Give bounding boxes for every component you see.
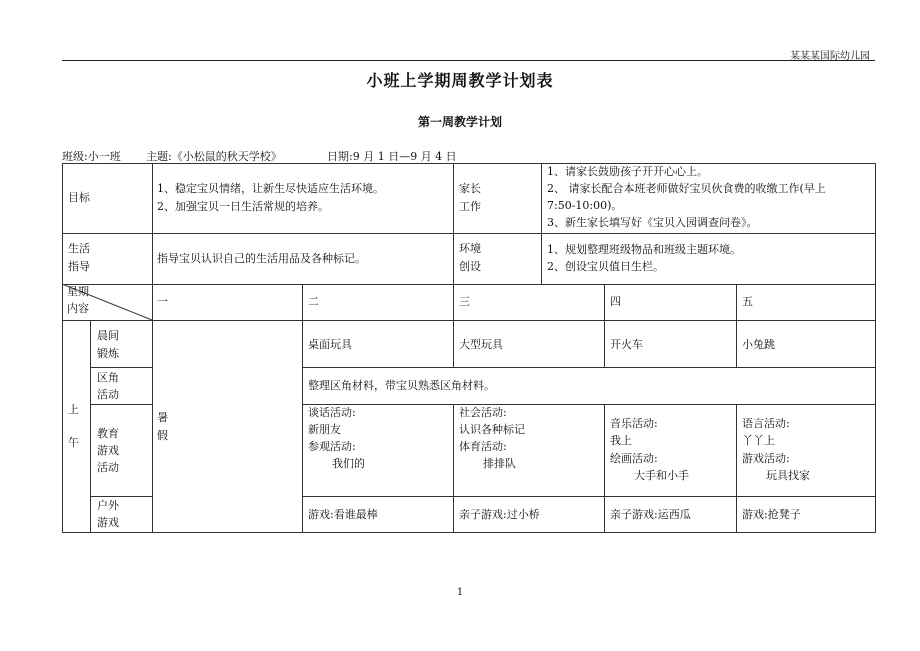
env-label-2: 创设 bbox=[459, 260, 481, 273]
teaching-wed-2: 认识各种标记 bbox=[459, 423, 525, 436]
outdoor-thu: 亲子游戏:运西瓜 bbox=[610, 508, 691, 521]
day-header-mon: 一 bbox=[157, 295, 168, 308]
teaching-wed-4: 排排队 bbox=[483, 457, 516, 470]
parents-line-2: 2、 请家长配合本班老师做好宝贝伙食费的收缴工作(早上 bbox=[547, 182, 826, 195]
teaching-tue-3: 参观活动: bbox=[308, 440, 356, 453]
teaching-fri-1: 语言活动: bbox=[742, 417, 790, 430]
page-subtitle: 第一周教学计划 bbox=[417, 115, 502, 129]
outdoor-tue: 游戏:看谁最棒 bbox=[308, 508, 378, 521]
row-area-label-2: 活动 bbox=[97, 388, 119, 401]
row-morning-label-2: 锻炼 bbox=[97, 347, 119, 360]
meta-theme: 主题:《小松鼠的秋天学校》 bbox=[146, 150, 282, 163]
session-label-1: 上 bbox=[68, 403, 79, 416]
teaching-thu-1: 音乐活动: bbox=[610, 417, 658, 430]
teaching-fri-3: 游戏活动: bbox=[742, 452, 790, 465]
day-header-wed: 三 bbox=[459, 295, 470, 308]
monday-holiday-1: 暑 bbox=[157, 411, 168, 424]
teaching-thu-2: 我上 bbox=[610, 434, 632, 447]
parents-line-4: 3、新生家长填写好《宝贝入园调查问卷》。 bbox=[547, 216, 758, 229]
parents-line-1: 1、请家长鼓励孩子开开心心上。 bbox=[547, 165, 708, 178]
env-line-2: 2、创设宝贝值日生栏。 bbox=[547, 260, 664, 273]
parents-line-3: 7:50-10:00)。 bbox=[547, 199, 623, 212]
header-rule bbox=[62, 60, 875, 61]
outdoor-fri: 游戏:抢凳子 bbox=[742, 508, 801, 521]
meta-date: 日期:9 月 1 日—9 月 4 日 bbox=[327, 150, 457, 163]
life-text: 指导宝贝认识自己的生活用品及各种标记。 bbox=[157, 252, 366, 265]
day-header-tue: 二 bbox=[308, 295, 319, 308]
header-org-name: 某某某国际幼儿园 bbox=[790, 51, 870, 62]
parents-label-2: 工作 bbox=[459, 200, 481, 213]
morning-fri: 小兔跳 bbox=[742, 338, 775, 351]
teaching-fri-4: 玩具找家 bbox=[766, 469, 810, 482]
area-text: 整理区角材料，带宝贝熟悉区角材料。 bbox=[308, 379, 495, 392]
teaching-thu-3: 绘画活动: bbox=[610, 452, 658, 465]
meta-class: 班级:小一班 bbox=[62, 150, 121, 163]
env-label-1: 环境 bbox=[459, 242, 481, 255]
life-label-2: 指导 bbox=[68, 260, 90, 273]
page-number: 1 bbox=[456, 587, 464, 598]
corner-weekday-label: 星期 bbox=[67, 285, 89, 298]
env-line-1: 1、规划整理班级物品和班级主题环境。 bbox=[547, 243, 741, 256]
morning-wed: 大型玩具 bbox=[459, 338, 503, 351]
page-title: 小班上学期周教学计划表 bbox=[366, 71, 554, 90]
teaching-thu-4: 大手和小手 bbox=[634, 469, 689, 482]
teaching-tue-2: 新朋友 bbox=[308, 423, 341, 436]
teaching-wed-1: 社会活动: bbox=[459, 406, 507, 419]
day-header-fri: 五 bbox=[742, 295, 753, 308]
teaching-tue-1: 谈话活动: bbox=[308, 406, 356, 419]
row-teaching-label-3: 活动 bbox=[97, 461, 119, 474]
teaching-wed-3: 体育活动: bbox=[459, 440, 507, 453]
row-morning-label-1: 晨间 bbox=[97, 329, 119, 342]
morning-thu: 开火车 bbox=[610, 338, 643, 351]
corner-content-label: 内容 bbox=[67, 302, 89, 315]
life-label-1: 生活 bbox=[68, 242, 90, 255]
teaching-fri-2: 丫丫上 bbox=[742, 434, 775, 447]
row-area-label-1: 区角 bbox=[97, 371, 119, 384]
row-outdoor-label-1: 户外 bbox=[97, 499, 119, 512]
goal-line-2: 2、加强宝贝一日生活常规的培养。 bbox=[157, 200, 329, 213]
row-outdoor-label-2: 游戏 bbox=[97, 516, 119, 529]
row-teaching-label-1: 教育 bbox=[97, 427, 119, 440]
row-teaching-label-2: 游戏 bbox=[97, 444, 119, 457]
teaching-tue-4: 我们的 bbox=[332, 457, 365, 470]
day-header-thu: 四 bbox=[610, 295, 621, 308]
goal-line-1: 1、稳定宝贝情绪，让新生尽快适应生活环境。 bbox=[157, 182, 384, 195]
outdoor-wed: 亲子游戏:过小桥 bbox=[459, 508, 540, 521]
goal-label: 目标 bbox=[68, 191, 90, 204]
morning-tue: 桌面玩具 bbox=[308, 338, 352, 351]
parents-label-1: 家长 bbox=[459, 182, 481, 195]
monday-holiday-2: 假 bbox=[157, 429, 168, 442]
session-label-2: 午 bbox=[68, 436, 79, 449]
